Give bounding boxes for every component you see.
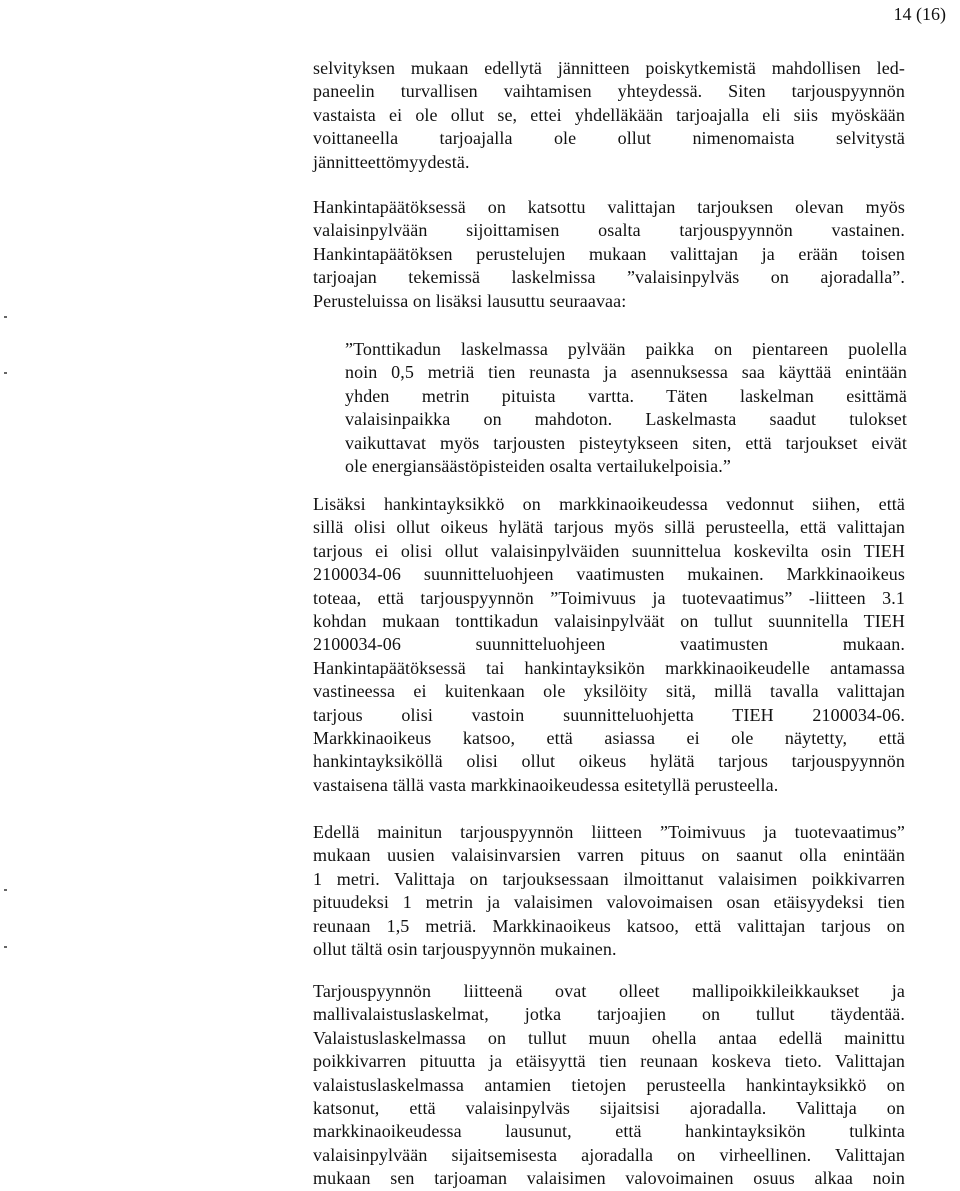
text-line: jännitteettömyydestä. xyxy=(313,151,470,172)
text-line: Perusteluissa on lisäksi lausuttu seuraavaa: xyxy=(313,290,627,311)
text-line: 1 metri. Valittaja on tarjouksessaan ilmoittanut valaisimen poikkivarren xyxy=(313,868,905,889)
text-line: 2100034-06 suunnitteluohjeen vaatimusten mukainen. Markkinaoikeus xyxy=(313,564,905,585)
block-quote xyxy=(345,338,907,478)
text-line: vaikuttavat myös tarjousten pisteytykseen siten, että tarjoukset eivät xyxy=(345,432,907,453)
page-number: 14 (16) xyxy=(893,4,946,24)
text-line: ”Tonttikadun laskelmassa pylvään paikka on pientareen puolella xyxy=(345,339,907,359)
text-line: yhden metrin pituista vartta. Täten laskelman esittämä xyxy=(345,385,907,406)
margin-mark xyxy=(4,946,7,948)
text-line: voittaneella tarjoajalla ole ollut nimenomaista selvitystä xyxy=(313,128,905,149)
text-line: Edellä mainitun tarjouspyynnön liitteen ”Toimivuus ja tuotevaatimus” xyxy=(313,822,905,842)
text-line: reunaan 1,5 metriä. Markkinaoikeus katsoo, että valittajan tarjous on xyxy=(313,915,905,936)
text-line: valaistuslaskelmassa antamien tietojen perusteella hankintayksikkö on xyxy=(313,1074,905,1095)
paragraph xyxy=(313,196,905,313)
text-line: paneelin turvallisen vaihtamisen yhteydessä. Siten tarjouspyynnön xyxy=(313,81,905,102)
text-line: tarjous ei olisi ollut valaisinpylväiden suunnittelua koskevilta osin TIEH xyxy=(313,540,905,561)
text-line: toteaa, että tarjouspyynnön ”Toimivuus ja tuotevaatimus” -liitteen 3.1 xyxy=(313,587,905,608)
text-line: valaisinpaikka on mahdoton. Laskelmasta saadut tulokset xyxy=(345,409,907,430)
paragraph xyxy=(313,57,905,174)
text-line: mukaan sen tarjoaman valaisimen valovoimainen osuus alkaa noin xyxy=(313,1168,905,1189)
text-line: 2100034-06 suunnitteluohjeen vaatimusten mukaan. xyxy=(313,634,905,655)
text-line: katsonut, että valaisinpylväs sijaitsisi ajoradalla. Valittaja on xyxy=(313,1098,905,1119)
text-line: mukaan uusien valaisinvarsien varren pituus on saanut olla enintään xyxy=(313,845,905,866)
text-line: markkinaoikeudessa lausunut, että hankintayksikön tulkinta xyxy=(313,1121,905,1142)
text-line: Hankintapäätöksen perustelujen mukaan valittajan ja erään toisen xyxy=(313,243,905,264)
text-line: Hankintapäätöksessä on katsottu valittajan tarjouksen olevan myös xyxy=(313,197,905,217)
text-line: tarjoajan tekemissä laskelmissa ”valaisinpylväs on ajoradalla”. xyxy=(313,267,905,288)
text-line: mallivalaistuslaskelmat, jotka tarjoajien on tullut täydentää. xyxy=(313,1004,905,1025)
paragraph xyxy=(313,821,905,961)
text-line: vastaisena tällä vasta markkinaoikeudessa esitetyllä perusteella. xyxy=(313,774,779,795)
text-line: poikkivarren pituutta ja etäisyyttä tien reunaan koskeva tieto. Valittajan xyxy=(313,1051,905,1072)
paragraph xyxy=(313,493,905,797)
text-line: Lisäksi hankintayksikkö on markkinaoikeudessa vedonnut siihen, että xyxy=(313,494,905,514)
text-line: tarjous olisi vastoin suunnitteluohjetta TIEH 2100034-06. xyxy=(313,704,905,725)
text-line: Valaistuslaskelmassa on tullut muun ohella antaa edellä mainittu xyxy=(313,1027,905,1048)
text-line: pituudeksi 1 metrin ja valaisimen valovoimaisen osan etäisyydeksi tien xyxy=(313,892,905,913)
text-line: Tarjouspyynnön liitteenä ovat olleet mallipoikkileikkaukset ja xyxy=(313,981,905,1001)
text-line: noin 0,5 metriä tien reunasta ja asennuksessa saa käyttää enintään xyxy=(345,362,907,383)
paragraph xyxy=(313,980,905,1191)
text-line: sillä olisi ollut oikeus hylätä tarjous myös sillä perusteella, että valittajan xyxy=(313,517,905,538)
text-line: vastaista ei ole ollut se, ettei yhdelläkään tarjoajalla eli siis myöskään xyxy=(313,104,905,125)
margin-mark xyxy=(4,372,7,374)
text-line: kohdan mukaan tonttikadun valaisinpylväät on tullut suunnitella TIEH xyxy=(313,611,905,632)
text-line: Markkinaoikeus katsoo, että asiassa ei ole näytetty, että xyxy=(313,728,905,749)
margin-mark xyxy=(4,316,7,318)
text-line: valaisinpylvään sijoittamisen osalta tarjouspyynnön vastainen. xyxy=(313,220,905,241)
text-line: vastineessa ei kuitenkaan ole yksilöity sitä, millä tavalla valittajan xyxy=(313,681,905,702)
text-line: valaisinpylvään sijaitsemisesta ajoradalla on virheellinen. Valittajan xyxy=(313,1144,905,1165)
text-line: Hankintapäätöksessä tai hankintayksikön markkinaoikeudelle antamassa xyxy=(313,657,905,678)
text-line: hankintayksiköllä olisi ollut oikeus hylätä tarjous tarjouspyynnön xyxy=(313,751,905,772)
text-line: ole energiansäästöpisteiden osalta vertailukelpoisia.” xyxy=(345,456,731,477)
text-line: ollut tältä osin tarjouspyynnön mukainen. xyxy=(313,939,617,960)
margin-mark xyxy=(4,889,7,891)
text-line: selvityksen mukaan edellytä jännitteen poiskytkemistä mahdollisen led- xyxy=(313,58,905,78)
